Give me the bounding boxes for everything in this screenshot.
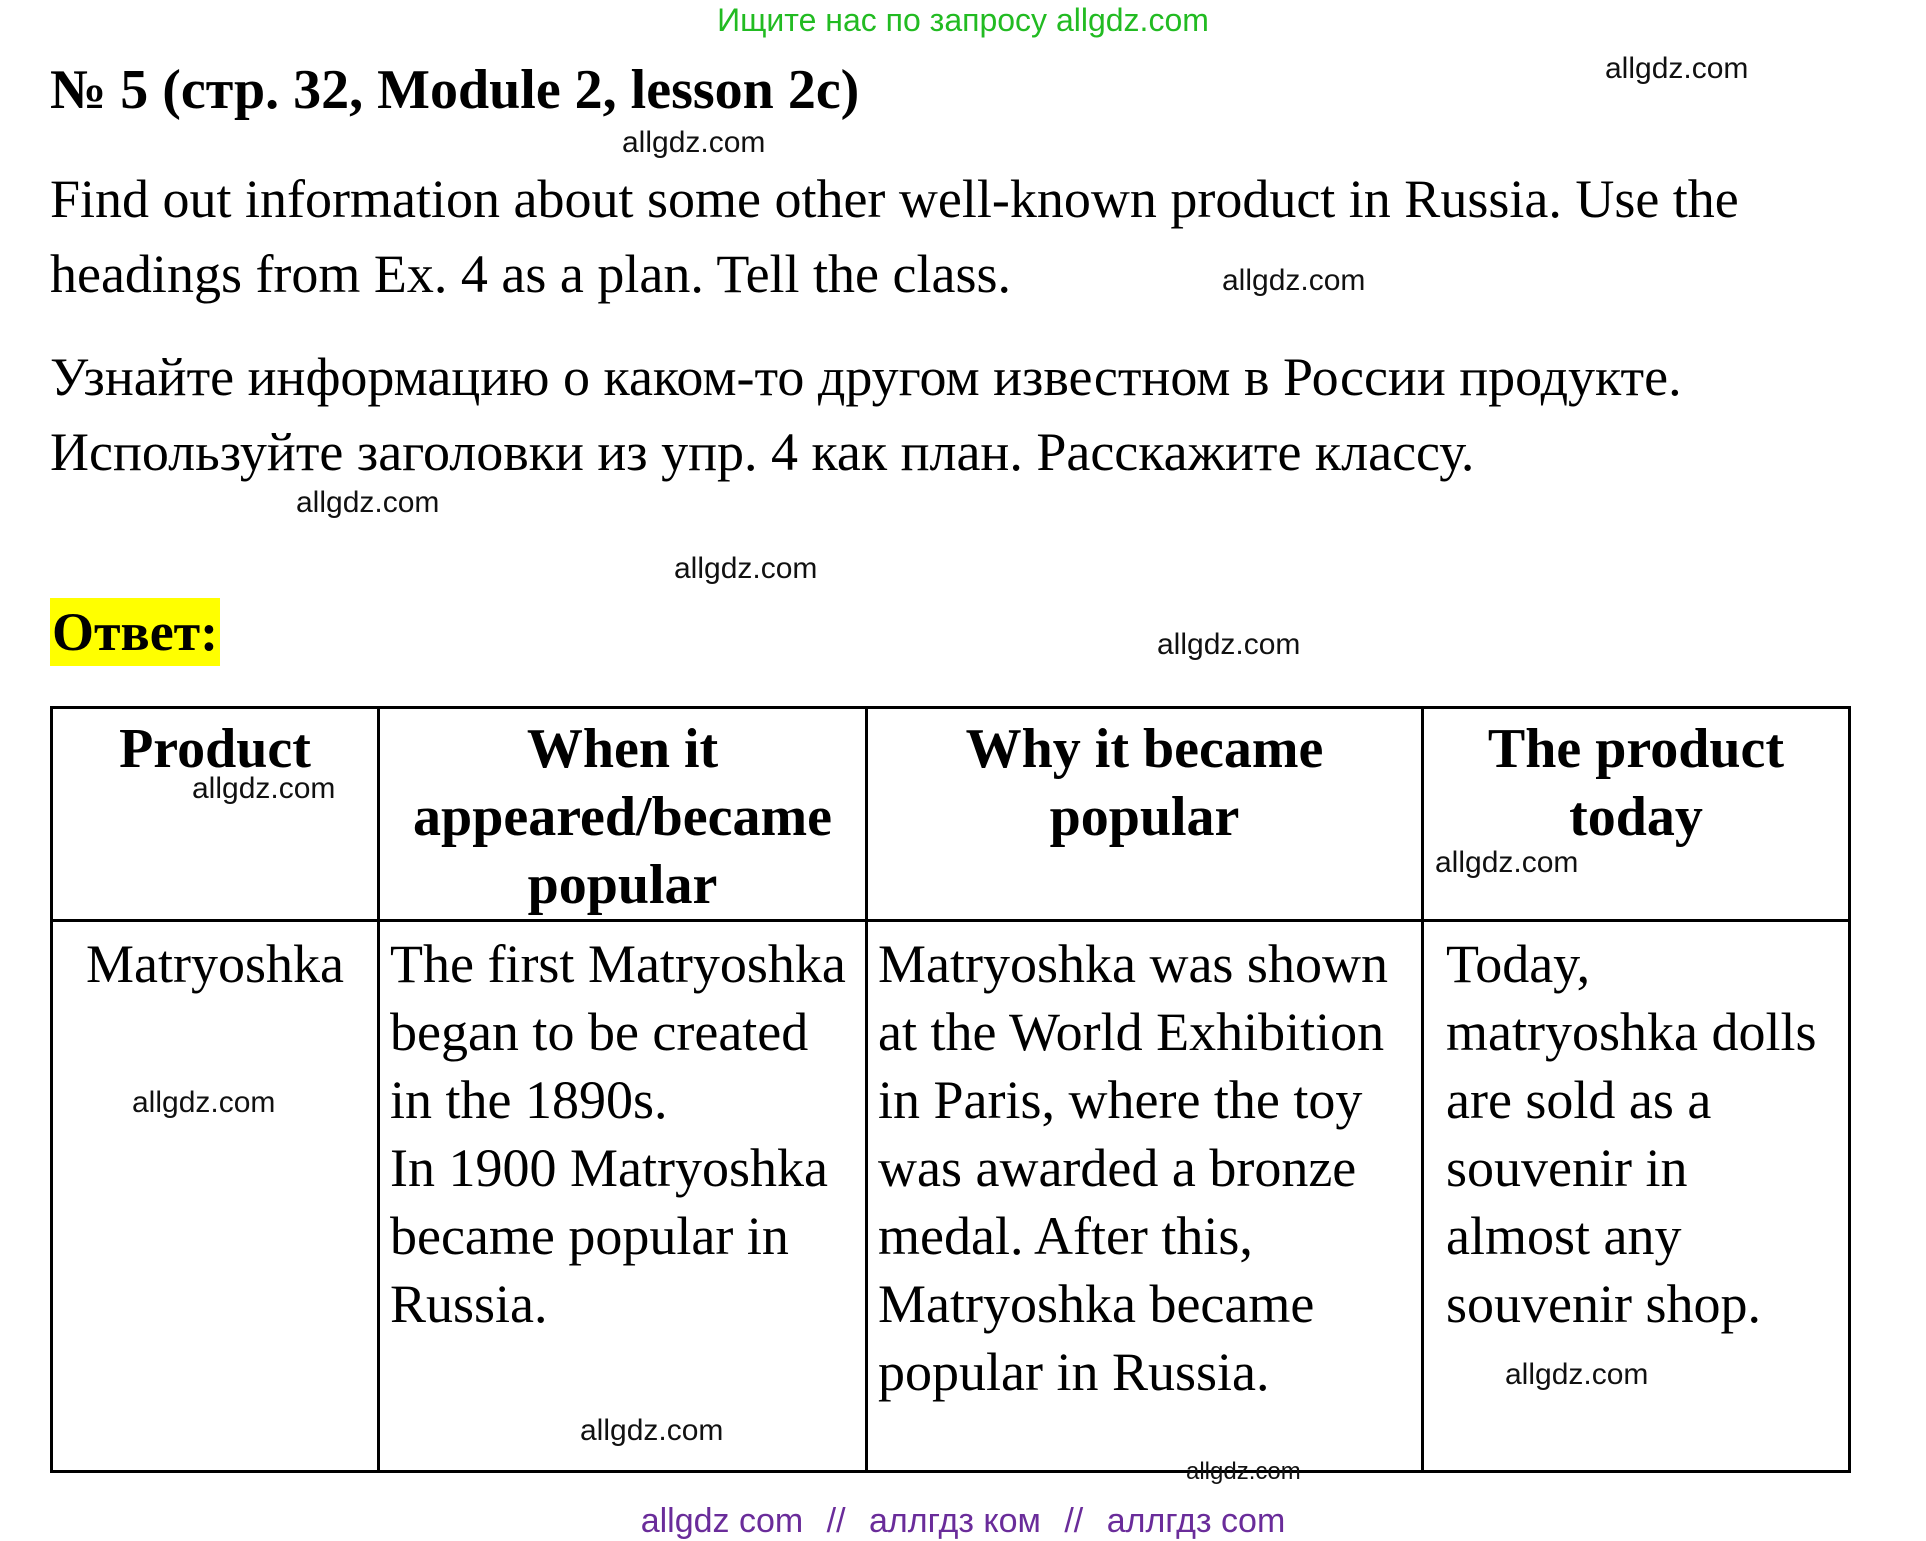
watermark: allgdz.com: [1157, 628, 1301, 661]
instruction-en: Find out information about some other well-known product in Russia. Use the headings from Ex. 4 as a plan. Tell the class.: [50, 169, 1739, 304]
cell-today: Today, matryoshka dolls are sold as a souvenir in almost any souvenir shop.: [1423, 921, 1850, 1472]
footer-separator: //: [826, 1502, 846, 1540]
watermark: allgdz.com: [132, 1086, 276, 1119]
table-header-row: [52, 708, 1850, 921]
watermark: allgdz.com: [296, 486, 440, 519]
watermark: allgdz.com: [1222, 264, 1366, 297]
footer-link-allgdz-ru[interactable]: аллгдз ком: [869, 1502, 1041, 1540]
watermark: allgdz.com: [1435, 846, 1579, 879]
watermark: allgdz.com: [1605, 52, 1749, 85]
answer-label: Ответ:: [50, 598, 220, 666]
header-why: Why it became popular: [867, 708, 1423, 921]
footer-separator: //: [1064, 1502, 1084, 1540]
footer-links: [0, 1502, 1926, 1541]
header-product: Product: [52, 708, 379, 921]
task-title: № 5 (стр. 32, Module 2, lesson 2c): [50, 59, 860, 121]
watermark: allgdz.com: [580, 1414, 724, 1447]
cell-when: [379, 921, 867, 1472]
watermark: allgdz.com: [1505, 1358, 1649, 1391]
watermark: allgdz.com: [192, 772, 336, 805]
watermark: allgdz.com: [1186, 1458, 1301, 1485]
header-when: When it appeared/became popular: [379, 708, 867, 921]
cell-why: Matryoshka was shown at the World Exhibition in Paris, where the toy was awarded a bronze medal. After this, Matryoshka became popular in Russia.: [867, 921, 1423, 1472]
instruction-ru: Узнайте информацию о каком-то другом известном в России продукте. Используйте заголовки из упр. 4 как план. Расскажите классу.: [50, 347, 1682, 482]
cell-product: Matryoshka: [52, 921, 379, 1472]
cell-when-text-2: In 1900 Matryoshka became popular in Russia.: [390, 1138, 828, 1334]
top-banner: Ищите нас по запросу allgdz.com: [717, 2, 1209, 38]
cell-when-text: The first Matryoshka began to be created in the 1890s.: [390, 934, 846, 1130]
header-today: The product today: [1423, 708, 1850, 921]
watermark: allgdz.com: [674, 552, 818, 585]
watermark: allgdz.com: [622, 126, 766, 159]
footer-link-allgdz[interactable]: allgdz com: [640, 1502, 804, 1540]
footer-link-allgdz-mixed[interactable]: аллгдз com: [1106, 1502, 1286, 1540]
